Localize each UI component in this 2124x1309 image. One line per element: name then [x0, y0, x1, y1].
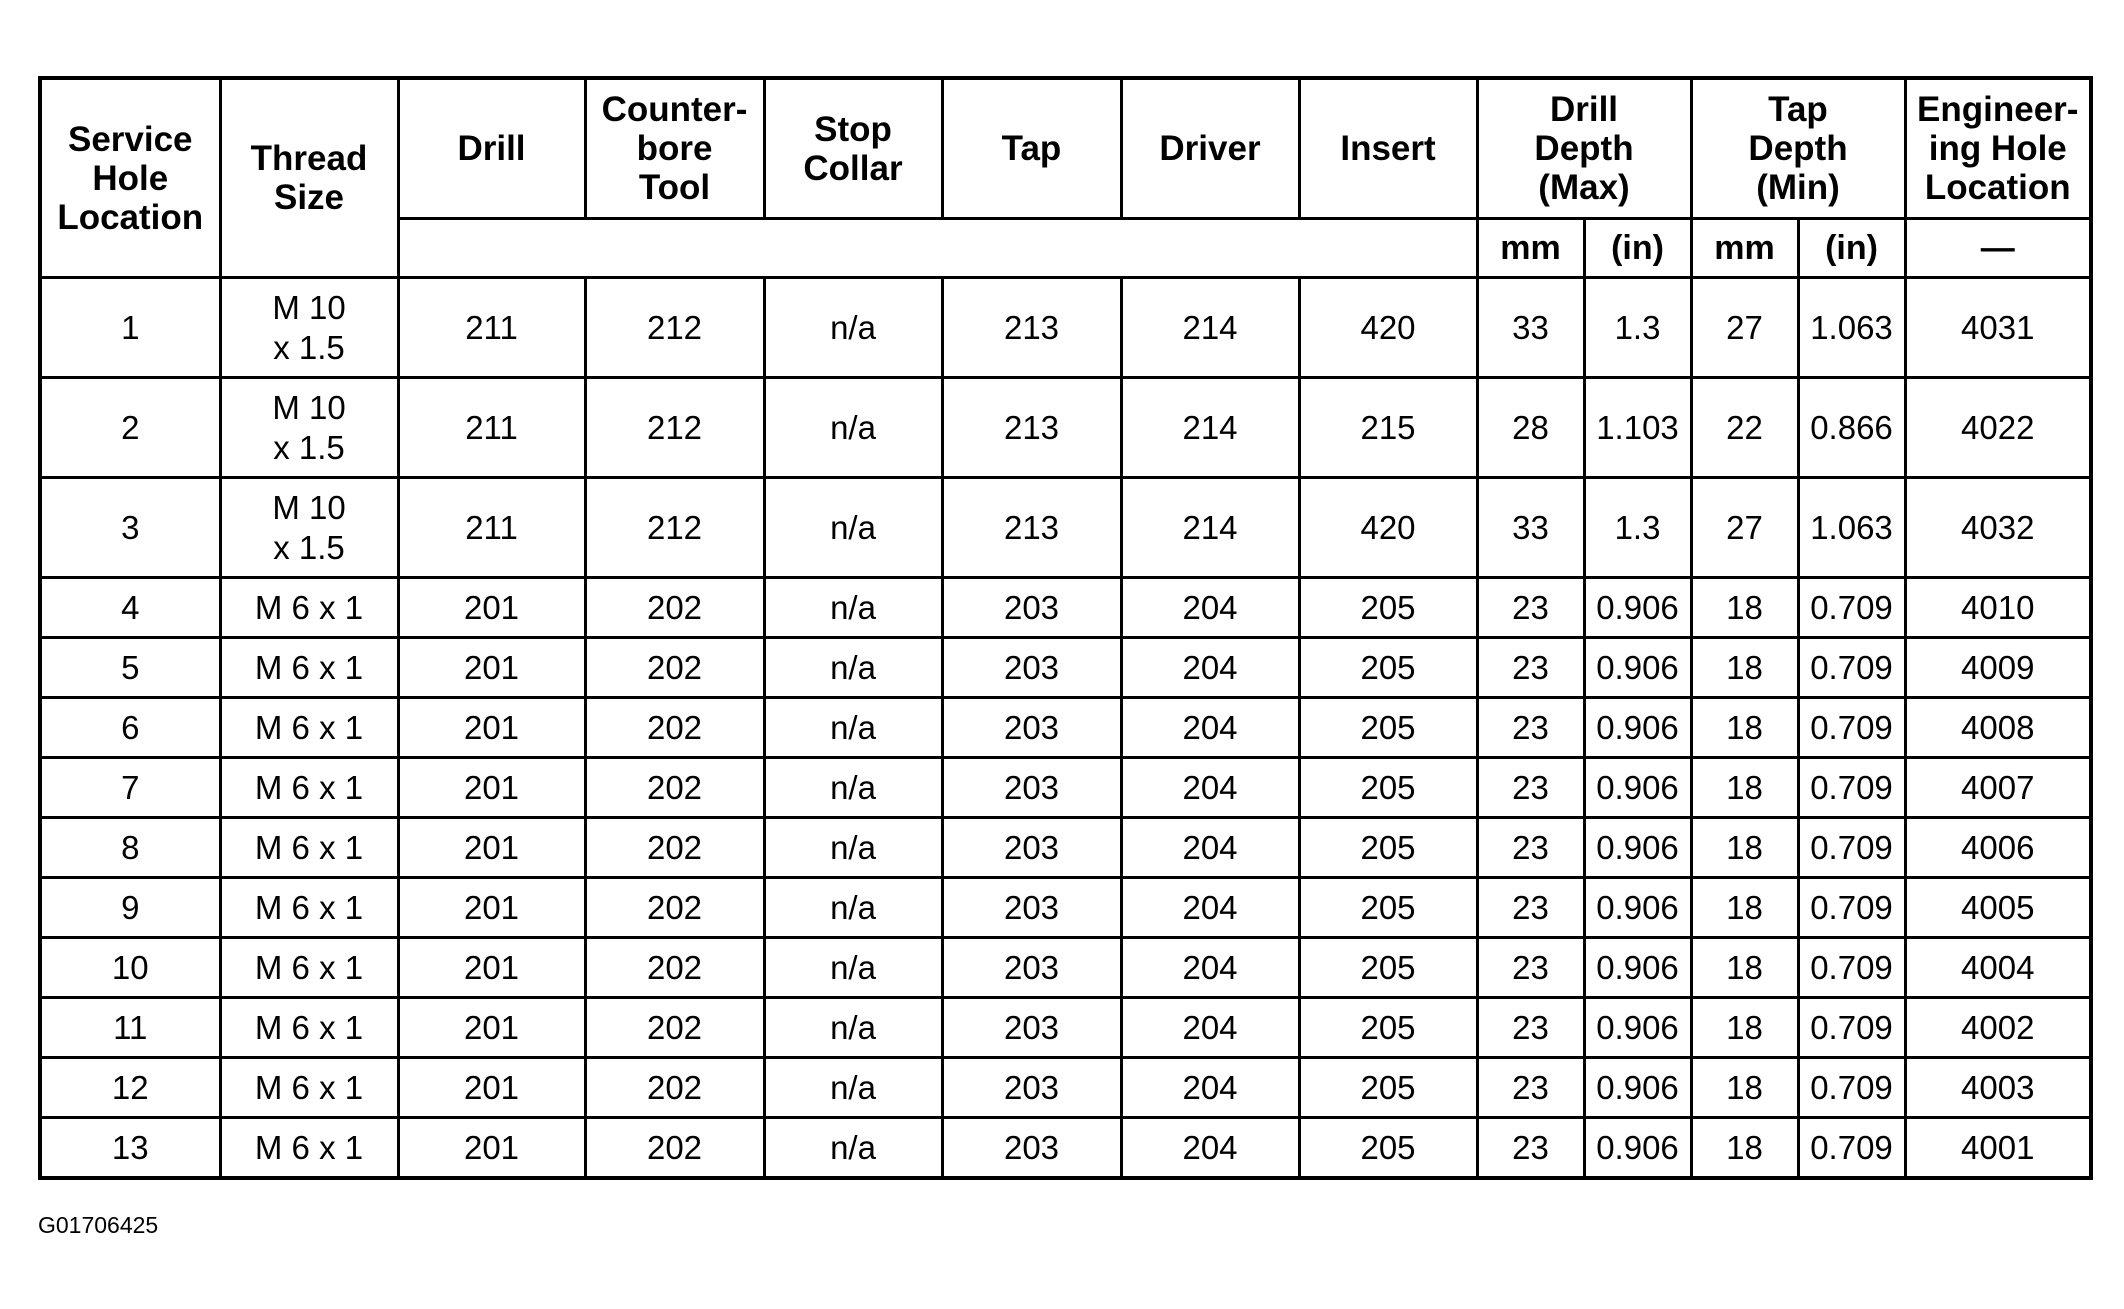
header-line: Tool [638, 168, 711, 207]
header-insert [1299, 78, 1477, 219]
header-line: Counter- [601, 90, 748, 129]
cell-tap-depth-in: 1.063 [1798, 478, 1905, 578]
cell-tap: 203 [942, 938, 1121, 998]
cell-drill: 201 [398, 698, 585, 758]
cell-thread-size [220, 998, 398, 1058]
cell-tap-depth-in: 0.866 [1798, 378, 1905, 478]
cell-driver: 204 [1121, 818, 1299, 878]
thread-size-line: M 6 x 1 [254, 768, 364, 806]
cell-drill-depth-in: 0.906 [1584, 998, 1691, 1058]
header-line: Thread [250, 139, 368, 178]
cell-service-hole-location: 13 [40, 1118, 220, 1179]
cell-driver: 204 [1121, 938, 1299, 998]
cell-driver: 214 [1121, 378, 1299, 478]
cell-drill-depth-mm: 23 [1477, 698, 1584, 758]
cell-tap-depth-mm: 18 [1691, 998, 1798, 1058]
header-row [40, 78, 2091, 219]
units-row-blank [398, 219, 1477, 278]
cell-tap-depth-mm: 18 [1691, 1058, 1798, 1118]
service-hole-spec-table [38, 76, 2093, 1180]
cell-drill: 201 [398, 1058, 585, 1118]
cell-tap: 213 [942, 278, 1121, 378]
cell-tap-depth-mm: 27 [1691, 478, 1798, 578]
cell-drill-depth-mm: 23 [1477, 998, 1584, 1058]
table-row [40, 938, 2091, 998]
cell-engineering-hole-location: 4009 [1905, 638, 2091, 698]
cell-tap-depth-in: 0.709 [1798, 578, 1905, 638]
cell-thread-size [220, 478, 398, 578]
cell-tap: 203 [942, 1118, 1121, 1179]
cell-driver: 204 [1121, 698, 1299, 758]
cell-counterbore-tool: 202 [585, 758, 764, 818]
cell-tap: 203 [942, 638, 1121, 698]
cell-tap: 203 [942, 1058, 1121, 1118]
table-row [40, 698, 2091, 758]
cell-service-hole-location: 6 [40, 698, 220, 758]
cell-engineering-hole-location: 4002 [1905, 998, 2091, 1058]
cell-drill: 211 [398, 378, 585, 478]
header-line: Depth [1748, 129, 1848, 168]
cell-engineering-hole-location: 4001 [1905, 1118, 2091, 1179]
cell-service-hole-location: 8 [40, 818, 220, 878]
cell-driver: 214 [1121, 478, 1299, 578]
header-service-hole-location [40, 78, 220, 278]
table-row [40, 998, 2091, 1058]
thread-size-line: M 6 x 1 [254, 1068, 364, 1106]
header-line: (Min) [1756, 168, 1840, 207]
cell-insert: 205 [1299, 638, 1477, 698]
cell-driver: 204 [1121, 878, 1299, 938]
cell-driver: 214 [1121, 278, 1299, 378]
cell-tap-depth-mm: 18 [1691, 578, 1798, 638]
cell-tap-depth-in: 1.063 [1798, 278, 1905, 378]
cell-drill: 201 [398, 1118, 585, 1179]
cell-tap-depth-mm: 18 [1691, 758, 1798, 818]
cell-tap-depth-in: 0.709 [1798, 878, 1905, 938]
cell-thread-size [220, 758, 398, 818]
cell-counterbore-tool: 212 [585, 478, 764, 578]
cell-drill-depth-mm: 28 [1477, 378, 1584, 478]
thread-size-line: M 6 x 1 [254, 948, 364, 986]
cell-engineering-hole-location: 4004 [1905, 938, 2091, 998]
cell-drill-depth-in: 0.906 [1584, 758, 1691, 818]
cell-stop-collar: n/a [764, 478, 942, 578]
cell-drill-depth-in: 0.906 [1584, 578, 1691, 638]
cell-stop-collar: n/a [764, 278, 942, 378]
cell-engineering-hole-location: 4022 [1905, 378, 2091, 478]
unit-drill-depth-in: (in) [1584, 219, 1691, 278]
cell-service-hole-location: 3 [40, 478, 220, 578]
cell-tap-depth-in: 0.709 [1798, 998, 1905, 1058]
cell-service-hole-location: 5 [40, 638, 220, 698]
thread-size-line: x 1.5 [273, 428, 345, 466]
cell-insert: 205 [1299, 758, 1477, 818]
cell-engineering-hole-location: 4031 [1905, 278, 2091, 378]
header-line: Depth [1534, 129, 1634, 168]
thread-size-line: M 6 x 1 [254, 648, 364, 686]
cell-insert: 205 [1299, 938, 1477, 998]
header-line: Hole [92, 158, 169, 198]
cell-drill-depth-in: 0.906 [1584, 1058, 1691, 1118]
cell-thread-size [220, 378, 398, 478]
cell-drill: 201 [398, 758, 585, 818]
unit-drill-depth-mm: mm [1477, 219, 1584, 278]
cell-driver: 204 [1121, 638, 1299, 698]
cell-thread-size [220, 818, 398, 878]
header-drill [398, 78, 585, 219]
header-engineering-hole-location [1905, 78, 2091, 219]
cell-engineering-hole-location: 4007 [1905, 758, 2091, 818]
cell-tap: 203 [942, 698, 1121, 758]
cell-drill-depth-mm: 23 [1477, 1118, 1584, 1179]
cell-thread-size [220, 278, 398, 378]
cell-drill: 211 [398, 278, 585, 378]
cell-thread-size [220, 938, 398, 998]
cell-drill-depth-in: 0.906 [1584, 1118, 1691, 1179]
cell-tap-depth-mm: 27 [1691, 278, 1798, 378]
header-stop-collar [764, 78, 942, 219]
cell-drill-depth-in: 1.103 [1584, 378, 1691, 478]
cell-service-hole-location: 1 [40, 278, 220, 378]
cell-tap: 203 [942, 998, 1121, 1058]
thread-size-line: x 1.5 [273, 528, 345, 566]
thread-size-line: M 10 [272, 288, 346, 326]
cell-drill-depth-in: 1.3 [1584, 478, 1691, 578]
cell-tap: 213 [942, 478, 1121, 578]
cell-drill-depth-mm: 23 [1477, 758, 1584, 818]
cell-counterbore-tool: 202 [585, 938, 764, 998]
cell-stop-collar: n/a [764, 1118, 942, 1179]
cell-drill-depth-in: 0.906 [1584, 698, 1691, 758]
cell-service-hole-location: 7 [40, 758, 220, 818]
cell-counterbore-tool: 202 [585, 878, 764, 938]
thread-size-line: M 10 [272, 488, 346, 526]
cell-tap-depth-in: 0.709 [1798, 938, 1905, 998]
cell-engineering-hole-location: 4032 [1905, 478, 2091, 578]
table-body [40, 278, 2091, 1179]
cell-thread-size [220, 1118, 398, 1179]
cell-tap-depth-mm: 18 [1691, 1118, 1798, 1179]
header-line: Tap [1001, 129, 1062, 168]
cell-insert: 205 [1299, 818, 1477, 878]
cell-thread-size [220, 578, 398, 638]
cell-engineering-hole-location: 4006 [1905, 818, 2091, 878]
cell-insert: 205 [1299, 998, 1477, 1058]
cell-stop-collar: n/a [764, 878, 942, 938]
header-line: Insert [1340, 129, 1436, 168]
cell-insert: 420 [1299, 278, 1477, 378]
cell-tap: 203 [942, 818, 1121, 878]
header-line: Location [1924, 168, 2071, 207]
header-line: bore [636, 129, 713, 168]
cell-tap-depth-in: 0.709 [1798, 1118, 1905, 1179]
cell-tap-depth-in: 0.709 [1798, 758, 1905, 818]
cell-drill-depth-mm: 23 [1477, 938, 1584, 998]
unit-engineering-dash: — [1905, 219, 2091, 278]
header-tap-depth [1691, 78, 1905, 219]
table-row [40, 878, 2091, 938]
header-line: Drill [457, 129, 526, 168]
table-row [40, 638, 2091, 698]
table-row [40, 758, 2091, 818]
thread-size-line: M 6 x 1 [254, 588, 364, 626]
thread-size-line: M 6 x 1 [254, 828, 364, 866]
cell-thread-size [220, 638, 398, 698]
cell-drill-depth-mm: 23 [1477, 1058, 1584, 1118]
cell-drill: 211 [398, 478, 585, 578]
cell-drill: 201 [398, 578, 585, 638]
cell-tap-depth-in: 0.709 [1798, 1058, 1905, 1118]
cell-counterbore-tool: 212 [585, 278, 764, 378]
cell-drill-depth-mm: 33 [1477, 478, 1584, 578]
table-row [40, 478, 2091, 578]
cell-counterbore-tool: 202 [585, 1118, 764, 1179]
header-line: Size [273, 178, 345, 217]
header-line: Drill [1549, 90, 1619, 129]
cell-stop-collar: n/a [764, 758, 942, 818]
header-line: Collar [803, 148, 903, 188]
cell-stop-collar: n/a [764, 698, 942, 758]
header-line: Location [57, 197, 204, 237]
cell-drill-depth-mm: 23 [1477, 818, 1584, 878]
cell-service-hole-location: 11 [40, 998, 220, 1058]
cell-insert: 205 [1299, 1058, 1477, 1118]
spec-table-container [38, 76, 2089, 1180]
cell-drill-depth-in: 1.3 [1584, 278, 1691, 378]
cell-driver: 204 [1121, 578, 1299, 638]
unit-tap-depth-in: (in) [1798, 219, 1905, 278]
table-row [40, 578, 2091, 638]
cell-counterbore-tool: 202 [585, 638, 764, 698]
header-line: Service [67, 119, 193, 159]
table-row [40, 818, 2091, 878]
cell-insert: 420 [1299, 478, 1477, 578]
cell-drill-depth-mm: 23 [1477, 638, 1584, 698]
thread-size-line: M 6 x 1 [254, 708, 364, 746]
cell-tap: 203 [942, 758, 1121, 818]
cell-stop-collar: n/a [764, 998, 942, 1058]
cell-drill-depth-in: 0.906 [1584, 878, 1691, 938]
header-line: Stop [814, 109, 892, 149]
cell-stop-collar: n/a [764, 378, 942, 478]
cell-service-hole-location: 2 [40, 378, 220, 478]
header-drill-depth [1477, 78, 1691, 219]
cell-drill-depth-in: 0.906 [1584, 818, 1691, 878]
cell-stop-collar: n/a [764, 1058, 942, 1118]
cell-drill-depth-in: 0.906 [1584, 938, 1691, 998]
cell-service-hole-location: 10 [40, 938, 220, 998]
cell-tap-depth-in: 0.709 [1798, 818, 1905, 878]
cell-engineering-hole-location: 4005 [1905, 878, 2091, 938]
cell-counterbore-tool: 202 [585, 998, 764, 1058]
cell-tap-depth-mm: 18 [1691, 938, 1798, 998]
cell-counterbore-tool: 202 [585, 1058, 764, 1118]
cell-insert: 215 [1299, 378, 1477, 478]
cell-tap: 203 [942, 878, 1121, 938]
cell-tap-depth-in: 0.709 [1798, 638, 1905, 698]
header-thread-size [220, 78, 398, 278]
cell-drill: 201 [398, 878, 585, 938]
cell-insert: 205 [1299, 1118, 1477, 1179]
cell-thread-size [220, 698, 398, 758]
thread-size-line: M 6 x 1 [254, 888, 364, 926]
cell-stop-collar: n/a [764, 938, 942, 998]
cell-drill-depth-mm: 23 [1477, 878, 1584, 938]
cell-drill: 201 [398, 818, 585, 878]
cell-tap-depth-mm: 18 [1691, 698, 1798, 758]
table-row [40, 278, 2091, 378]
cell-drill-depth-in: 0.906 [1584, 638, 1691, 698]
cell-counterbore-tool: 212 [585, 378, 764, 478]
cell-driver: 204 [1121, 998, 1299, 1058]
cell-engineering-hole-location: 4010 [1905, 578, 2091, 638]
table-row [40, 1058, 2091, 1118]
cell-service-hole-location: 12 [40, 1058, 220, 1118]
cell-service-hole-location: 4 [40, 578, 220, 638]
cell-insert: 205 [1299, 578, 1477, 638]
cell-tap-depth-mm: 22 [1691, 378, 1798, 478]
cell-driver: 204 [1121, 758, 1299, 818]
header-driver [1121, 78, 1299, 219]
table-row [40, 1118, 2091, 1179]
cell-drill: 201 [398, 998, 585, 1058]
thread-size-line: M 6 x 1 [254, 1128, 364, 1166]
cell-tap-depth-mm: 18 [1691, 638, 1798, 698]
unit-tap-depth-mm: mm [1691, 219, 1798, 278]
header-line: Driver [1159, 129, 1261, 168]
cell-counterbore-tool: 202 [585, 698, 764, 758]
thread-size-line: M 10 [272, 388, 346, 426]
cell-drill-depth-mm: 23 [1477, 578, 1584, 638]
cell-engineering-hole-location: 4003 [1905, 1058, 2091, 1118]
cell-service-hole-location: 9 [40, 878, 220, 938]
cell-insert: 205 [1299, 698, 1477, 758]
cell-tap: 203 [942, 578, 1121, 638]
header-line: Tap [1768, 90, 1828, 129]
thread-size-line: M 6 x 1 [254, 1008, 364, 1046]
cell-thread-size [220, 878, 398, 938]
cell-counterbore-tool: 202 [585, 578, 764, 638]
cell-driver: 204 [1121, 1118, 1299, 1179]
figure-id-caption: G01706425 [38, 1212, 159, 1238]
header-counterbore-tool [585, 78, 764, 219]
thread-size-line: x 1.5 [273, 328, 345, 366]
cell-engineering-hole-location: 4008 [1905, 698, 2091, 758]
cell-tap: 213 [942, 378, 1121, 478]
cell-counterbore-tool: 202 [585, 818, 764, 878]
cell-stop-collar: n/a [764, 578, 942, 638]
cell-driver: 204 [1121, 1058, 1299, 1118]
cell-thread-size [220, 1058, 398, 1118]
cell-drill-depth-mm: 33 [1477, 278, 1584, 378]
cell-insert: 205 [1299, 878, 1477, 938]
table-row [40, 378, 2091, 478]
cell-stop-collar: n/a [764, 818, 942, 878]
header-tap [942, 78, 1121, 219]
cell-drill: 201 [398, 638, 585, 698]
cell-tap-depth-in: 0.709 [1798, 698, 1905, 758]
header-line: ing Hole [1928, 129, 2067, 168]
header-line: Engineer- [1917, 90, 2079, 129]
cell-tap-depth-mm: 18 [1691, 818, 1798, 878]
header-line: (Max) [1538, 168, 1630, 207]
cell-drill: 201 [398, 938, 585, 998]
cell-tap-depth-mm: 18 [1691, 878, 1798, 938]
cell-stop-collar: n/a [764, 638, 942, 698]
